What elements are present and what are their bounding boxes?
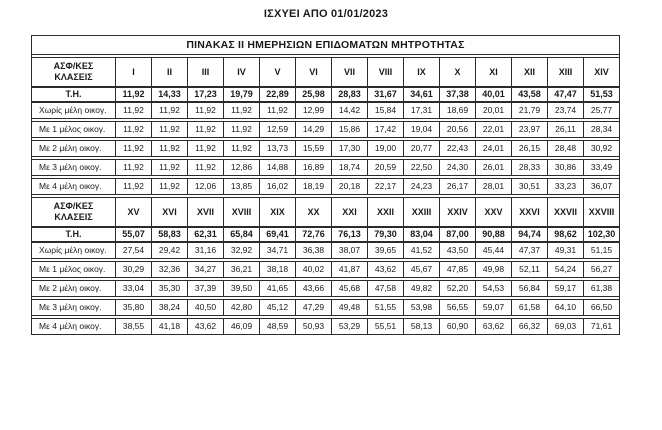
daily-wage-label-cell: Τ.Η.: [32, 228, 116, 241]
benefit-value-cell: 64,10: [548, 300, 584, 315]
class-header-cell: XIX: [260, 198, 296, 226]
benefit-value-cell: 18,19: [296, 179, 332, 194]
benefit-value-cell: 38,24: [152, 300, 188, 315]
benefit-value-cell: 11,92: [188, 122, 224, 137]
class-header-cell: XX: [296, 198, 332, 226]
benefit-value-cell: 18,69: [440, 103, 476, 118]
benefit-value-cell: 41,87: [332, 262, 368, 277]
benefit-value-cell: 20,01: [476, 103, 512, 118]
daily-wage-value-cell: 11,92: [116, 88, 152, 101]
benefit-value-cell: 33,23: [548, 179, 584, 194]
benefit-value-cell: 60,90: [440, 319, 476, 334]
benefit-value-cell: 23,97: [512, 122, 548, 137]
daily-wage-value-cell: 51,53: [590, 89, 613, 99]
benefit-value-cell: 11,92: [116, 179, 152, 194]
row-label-cell: Με 4 μέλη οικογ.: [32, 179, 116, 194]
class-header-cell: XV: [116, 198, 152, 226]
benefit-data-row: [32, 140, 619, 157]
daily-wage-value-cell: 25,98: [296, 88, 332, 101]
benefit-value-cell: 20,56: [440, 122, 476, 137]
table-title: ΠΙΝΑΚΑΣ II ΗΜΕΡΗΣΙΩΝ ΕΠΙΔΟΜΑΤΩΝ ΜΗΤΡΟΤΗΤΑΣ: [32, 36, 619, 55]
benefit-value-cell: 11,92: [260, 103, 296, 118]
benefit-value-cell: 30,92: [590, 143, 613, 153]
class-header-cell: VI: [296, 58, 332, 86]
benefit-value-cell: 26,01: [476, 160, 512, 175]
benefit-value-cell: 11,92: [116, 122, 152, 137]
benefit-value-cell: 41,18: [152, 319, 188, 334]
benefit-value-cell: 39,50: [224, 281, 260, 296]
class-header-cell: II: [152, 58, 188, 86]
benefit-value-cell: 11,92: [188, 103, 224, 118]
benefit-value-cell: 13,73: [260, 141, 296, 156]
benefit-value-cell: 41,52: [404, 243, 440, 258]
benefit-value-cell: 26,17: [440, 179, 476, 194]
benefit-value-cell: 54,24: [548, 262, 584, 277]
class-header-cell: XXIII: [404, 198, 440, 226]
benefit-value-cell: 49,82: [404, 281, 440, 296]
benefit-value-cell: 16,89: [296, 160, 332, 175]
daily-wage-value-cell: 14,33: [152, 88, 188, 101]
daily-wage-label-cell: Τ.Η.: [32, 88, 116, 101]
benefit-value-cell: 69,03: [548, 319, 584, 334]
row-label-cell: Με 2 μέλη οικογ.: [32, 141, 116, 156]
benefit-data-row: [32, 121, 619, 138]
class-header-cell: XI: [476, 58, 512, 86]
benefit-value-cell: 14,88: [260, 160, 296, 175]
benefit-value-cell: 22,01: [476, 122, 512, 137]
benefit-value-cell: 47,85: [440, 262, 476, 277]
daily-wage-value-cell: 87,00: [440, 228, 476, 241]
benefit-value-cell: 49,48: [332, 300, 368, 315]
benefit-data-row: [32, 318, 619, 335]
benefit-value-cell: 18,74: [332, 160, 368, 175]
daily-wage-row: [32, 86, 619, 103]
benefit-value-cell: 11,92: [188, 141, 224, 156]
daily-wage-value-cell: 34,61: [404, 88, 440, 101]
row-label-cell: Με 3 μέλη οικογ.: [32, 300, 116, 315]
benefit-value-cell: 28,34: [590, 124, 613, 134]
benefit-data-row: [32, 243, 619, 259]
benefit-value-cell: 58,13: [404, 319, 440, 334]
daily-wage-value-cell: 55,07: [116, 228, 152, 241]
row-label-cell: Χωρίς μέλη οικογ.: [32, 243, 116, 258]
daily-wage-value-cell: 76,13: [332, 228, 368, 241]
benefit-value-cell: 45,44: [476, 243, 512, 258]
benefit-value-cell: 45,12: [260, 300, 296, 315]
benefit-value-cell: 52,11: [512, 262, 548, 277]
benefit-value-cell: 54,53: [476, 281, 512, 296]
benefit-value-cell: 59,07: [476, 300, 512, 315]
daily-wage-value-cell: 98,62: [548, 228, 584, 241]
benefit-value-cell: 40,50: [188, 300, 224, 315]
daily-wage-value-cell: 40,01: [476, 88, 512, 101]
benefit-data-row: [32, 178, 619, 195]
row-label-cell: Χωρίς μέλη οικογ.: [32, 103, 116, 118]
benefit-value-cell: 24,01: [476, 141, 512, 156]
benefit-value-cell: 25,77: [590, 105, 613, 115]
benefit-value-cell: 38,55: [116, 319, 152, 334]
row-label-cell: Με 1 μέλος οικογ.: [32, 262, 116, 277]
benefit-value-cell: 26,15: [512, 141, 548, 156]
class-header-cell: XXVI: [512, 198, 548, 226]
daily-wage-value-cell: 31,67: [368, 88, 404, 101]
class-header-cell: XXII: [368, 198, 404, 226]
benefit-value-cell: 39,65: [368, 243, 404, 258]
class-header-cell: IX: [404, 58, 440, 86]
benefit-value-cell: 11,92: [224, 141, 260, 156]
daily-wage-row: [32, 226, 619, 243]
benefit-value-cell: 41,65: [260, 281, 296, 296]
benefit-value-cell: 63,62: [476, 319, 512, 334]
row-label-cell: Με 2 μέλη οικογ.: [32, 281, 116, 296]
benefit-value-cell: 11,92: [152, 160, 188, 175]
benefit-value-cell: 12,86: [224, 160, 260, 175]
benefit-value-cell: 45,68: [332, 281, 368, 296]
benefit-value-cell: 48,59: [260, 319, 296, 334]
benefit-value-cell: 43,66: [296, 281, 332, 296]
benefit-value-cell: 56,27: [590, 264, 613, 274]
benefit-value-cell: 28,01: [476, 179, 512, 194]
benefit-value-cell: 12,59: [260, 122, 296, 137]
benefit-value-cell: 26,11: [548, 122, 584, 137]
benefit-value-cell: 17,42: [368, 122, 404, 137]
benefit-value-cell: 52,20: [440, 281, 476, 296]
benefit-value-cell: 47,37: [512, 243, 548, 258]
daily-wage-value-cell: 94,74: [512, 228, 548, 241]
classes-label-cell: ΑΣΦ/ΚΕΣ ΚΛΑΣΕΙΣ: [32, 198, 116, 226]
benefit-value-cell: 24,30: [440, 160, 476, 175]
benefit-value-cell: 29,42: [152, 243, 188, 258]
benefit-value-cell: 11,92: [152, 179, 188, 194]
benefit-value-cell: 31,16: [188, 243, 224, 258]
benefit-value-cell: 11,92: [152, 141, 188, 156]
benefit-value-cell: 15,84: [368, 103, 404, 118]
daily-wage-value-cell: 22,89: [260, 88, 296, 101]
benefit-value-cell: 11,92: [152, 122, 188, 137]
benefit-value-cell: 59,17: [548, 281, 584, 296]
benefit-value-cell: 46,09: [224, 319, 260, 334]
daily-wage-value-cell: 65,84: [224, 228, 260, 241]
benefit-value-cell: 11,92: [116, 141, 152, 156]
benefit-value-cell: 16,02: [260, 179, 296, 194]
benefit-value-cell: 36,07: [590, 181, 613, 191]
benefit-value-cell: 19,04: [404, 122, 440, 137]
benefit-value-cell: 36,38: [296, 243, 332, 258]
daily-wage-value-cell: 72,76: [296, 228, 332, 241]
benefit-data-row: [32, 261, 619, 278]
class-header-cell: XXIV: [440, 198, 476, 226]
daily-wage-value-cell: 58,83: [152, 228, 188, 241]
benefit-value-cell: 11,92: [152, 103, 188, 118]
benefit-value-cell: 11,92: [224, 103, 260, 118]
benefit-value-cell: 53,98: [404, 300, 440, 315]
benefit-value-cell: 66,32: [512, 319, 548, 334]
benefit-value-cell: 22,17: [368, 179, 404, 194]
benefit-value-cell: 21,79: [512, 103, 548, 118]
benefit-value-cell: 45,67: [404, 262, 440, 277]
benefit-value-cell: 37,39: [188, 281, 224, 296]
benefit-value-cell: 71,61: [590, 321, 613, 331]
daily-wage-value-cell: 102,30: [587, 229, 616, 239]
benefit-value-cell: 30,51: [512, 179, 548, 194]
benefit-value-cell: 12,06: [188, 179, 224, 194]
maternity-benefits-table: [31, 35, 620, 335]
class-header-cell: III: [188, 58, 224, 86]
class-header-cell: VII: [332, 58, 368, 86]
benefit-value-cell: 35,80: [116, 300, 152, 315]
benefit-value-cell: 47,58: [368, 281, 404, 296]
class-header-cell: XVII: [188, 198, 224, 226]
daily-wage-value-cell: 79,30: [368, 228, 404, 241]
class-header-cell: X: [440, 58, 476, 86]
benefit-value-cell: 42,80: [224, 300, 260, 315]
class-header-cell: IV: [224, 58, 260, 86]
class-header-cell: I: [116, 58, 152, 86]
benefit-value-cell: 12,99: [296, 103, 332, 118]
benefit-value-cell: 30,86: [548, 160, 584, 175]
benefit-value-cell: 15,86: [332, 122, 368, 137]
benefit-value-cell: 36,21: [224, 262, 260, 277]
benefit-value-cell: 23,74: [548, 103, 584, 118]
benefit-value-cell: 43,50: [440, 243, 476, 258]
benefit-value-cell: 19,00: [368, 141, 404, 156]
benefit-value-cell: 28,48: [548, 141, 584, 156]
benefit-value-cell: 40,02: [296, 262, 332, 277]
benefit-value-cell: 43,62: [188, 319, 224, 334]
benefit-value-cell: 61,38: [590, 283, 613, 293]
benefit-value-cell: 55,51: [368, 319, 404, 334]
daily-wage-value-cell: 37,38: [440, 88, 476, 101]
benefit-value-cell: 22,43: [440, 141, 476, 156]
benefit-value-cell: 20,77: [404, 141, 440, 156]
benefit-value-cell: 13,85: [224, 179, 260, 194]
daily-wage-value-cell: 69,41: [260, 228, 296, 241]
benefit-value-cell: 27,54: [116, 243, 152, 258]
class-header-cell: XIV: [594, 67, 609, 77]
benefit-data-row: [32, 299, 619, 316]
row-label-cell: Με 1 μέλος οικογ.: [32, 122, 116, 137]
benefit-value-cell: 35,30: [152, 281, 188, 296]
benefit-value-cell: 33,49: [590, 162, 613, 172]
class-header-cell: XXVII: [548, 198, 584, 226]
benefit-value-cell: 20,59: [368, 160, 404, 175]
benefit-value-cell: 17,31: [404, 103, 440, 118]
daily-wage-value-cell: 83,04: [404, 228, 440, 241]
benefit-value-cell: 49,98: [476, 262, 512, 277]
benefit-value-cell: 51,15: [590, 245, 613, 255]
benefit-value-cell: 11,92: [224, 122, 260, 137]
page-title: ΙΣΧΥΕΙ ΑΠΟ 01/01/2023: [263, 8, 389, 20]
benefit-value-cell: 28,33: [512, 160, 548, 175]
class-header-row: [32, 57, 619, 86]
class-header-cell: XIII: [548, 58, 584, 86]
benefit-value-cell: 56,55: [440, 300, 476, 315]
benefit-value-cell: 38,18: [260, 262, 296, 277]
class-header-cell: XXVIII: [588, 207, 615, 217]
daily-wage-value-cell: 17,23: [188, 88, 224, 101]
daily-wage-value-cell: 43,58: [512, 88, 548, 101]
benefit-value-cell: 32,92: [224, 243, 260, 258]
benefit-data-row: [32, 280, 619, 297]
benefit-value-cell: 14,42: [332, 103, 368, 118]
daily-wage-value-cell: 47,47: [548, 88, 584, 101]
benefit-value-cell: 49,31: [548, 243, 584, 258]
benefit-value-cell: 11,92: [116, 160, 152, 175]
benefit-value-cell: 14,29: [296, 122, 332, 137]
benefit-value-cell: 30,29: [116, 262, 152, 277]
benefit-value-cell: 33,04: [116, 281, 152, 296]
daily-wage-value-cell: 19,79: [224, 88, 260, 101]
benefit-value-cell: 20,18: [332, 179, 368, 194]
benefit-value-cell: 66,50: [590, 302, 613, 312]
benefit-value-cell: 32,36: [152, 262, 188, 277]
benefit-value-cell: 17,30: [332, 141, 368, 156]
benefit-value-cell: 22,50: [404, 160, 440, 175]
benefit-value-cell: 61,58: [512, 300, 548, 315]
row-label-cell: Με 4 μέλη οικογ.: [32, 319, 116, 334]
class-header-cell: XVIII: [224, 198, 260, 226]
daily-wage-value-cell: 90,88: [476, 228, 512, 241]
benefit-value-cell: 24,23: [404, 179, 440, 194]
row-label-cell: Με 3 μέλη οικογ.: [32, 160, 116, 175]
class-header-cell: XII: [512, 58, 548, 86]
benefit-value-cell: 56,84: [512, 281, 548, 296]
benefit-value-cell: 50,93: [296, 319, 332, 334]
benefit-value-cell: 34,71: [260, 243, 296, 258]
daily-wage-value-cell: 28,83: [332, 88, 368, 101]
class-header-row: [32, 197, 619, 226]
class-header-cell: XXV: [476, 198, 512, 226]
benefit-value-cell: 11,92: [116, 103, 152, 118]
benefit-value-cell: 15,59: [296, 141, 332, 156]
class-header-cell: VIII: [368, 58, 404, 86]
benefit-value-cell: 47,29: [296, 300, 332, 315]
class-header-cell: XVI: [152, 198, 188, 226]
benefit-value-cell: 53,29: [332, 319, 368, 334]
daily-wage-value-cell: 62,31: [188, 228, 224, 241]
classes-label-cell: ΑΣΦ/ΚΕΣ ΚΛΑΣΕΙΣ: [32, 58, 116, 86]
benefit-data-row: [32, 103, 619, 119]
class-header-cell: XXI: [332, 198, 368, 226]
benefit-value-cell: 51,55: [368, 300, 404, 315]
benefit-value-cell: 43,62: [368, 262, 404, 277]
benefit-data-row: [32, 159, 619, 176]
class-header-cell: V: [260, 58, 296, 86]
benefit-value-cell: 34,27: [188, 262, 224, 277]
benefit-value-cell: 38,07: [332, 243, 368, 258]
benefit-value-cell: 11,92: [188, 160, 224, 175]
